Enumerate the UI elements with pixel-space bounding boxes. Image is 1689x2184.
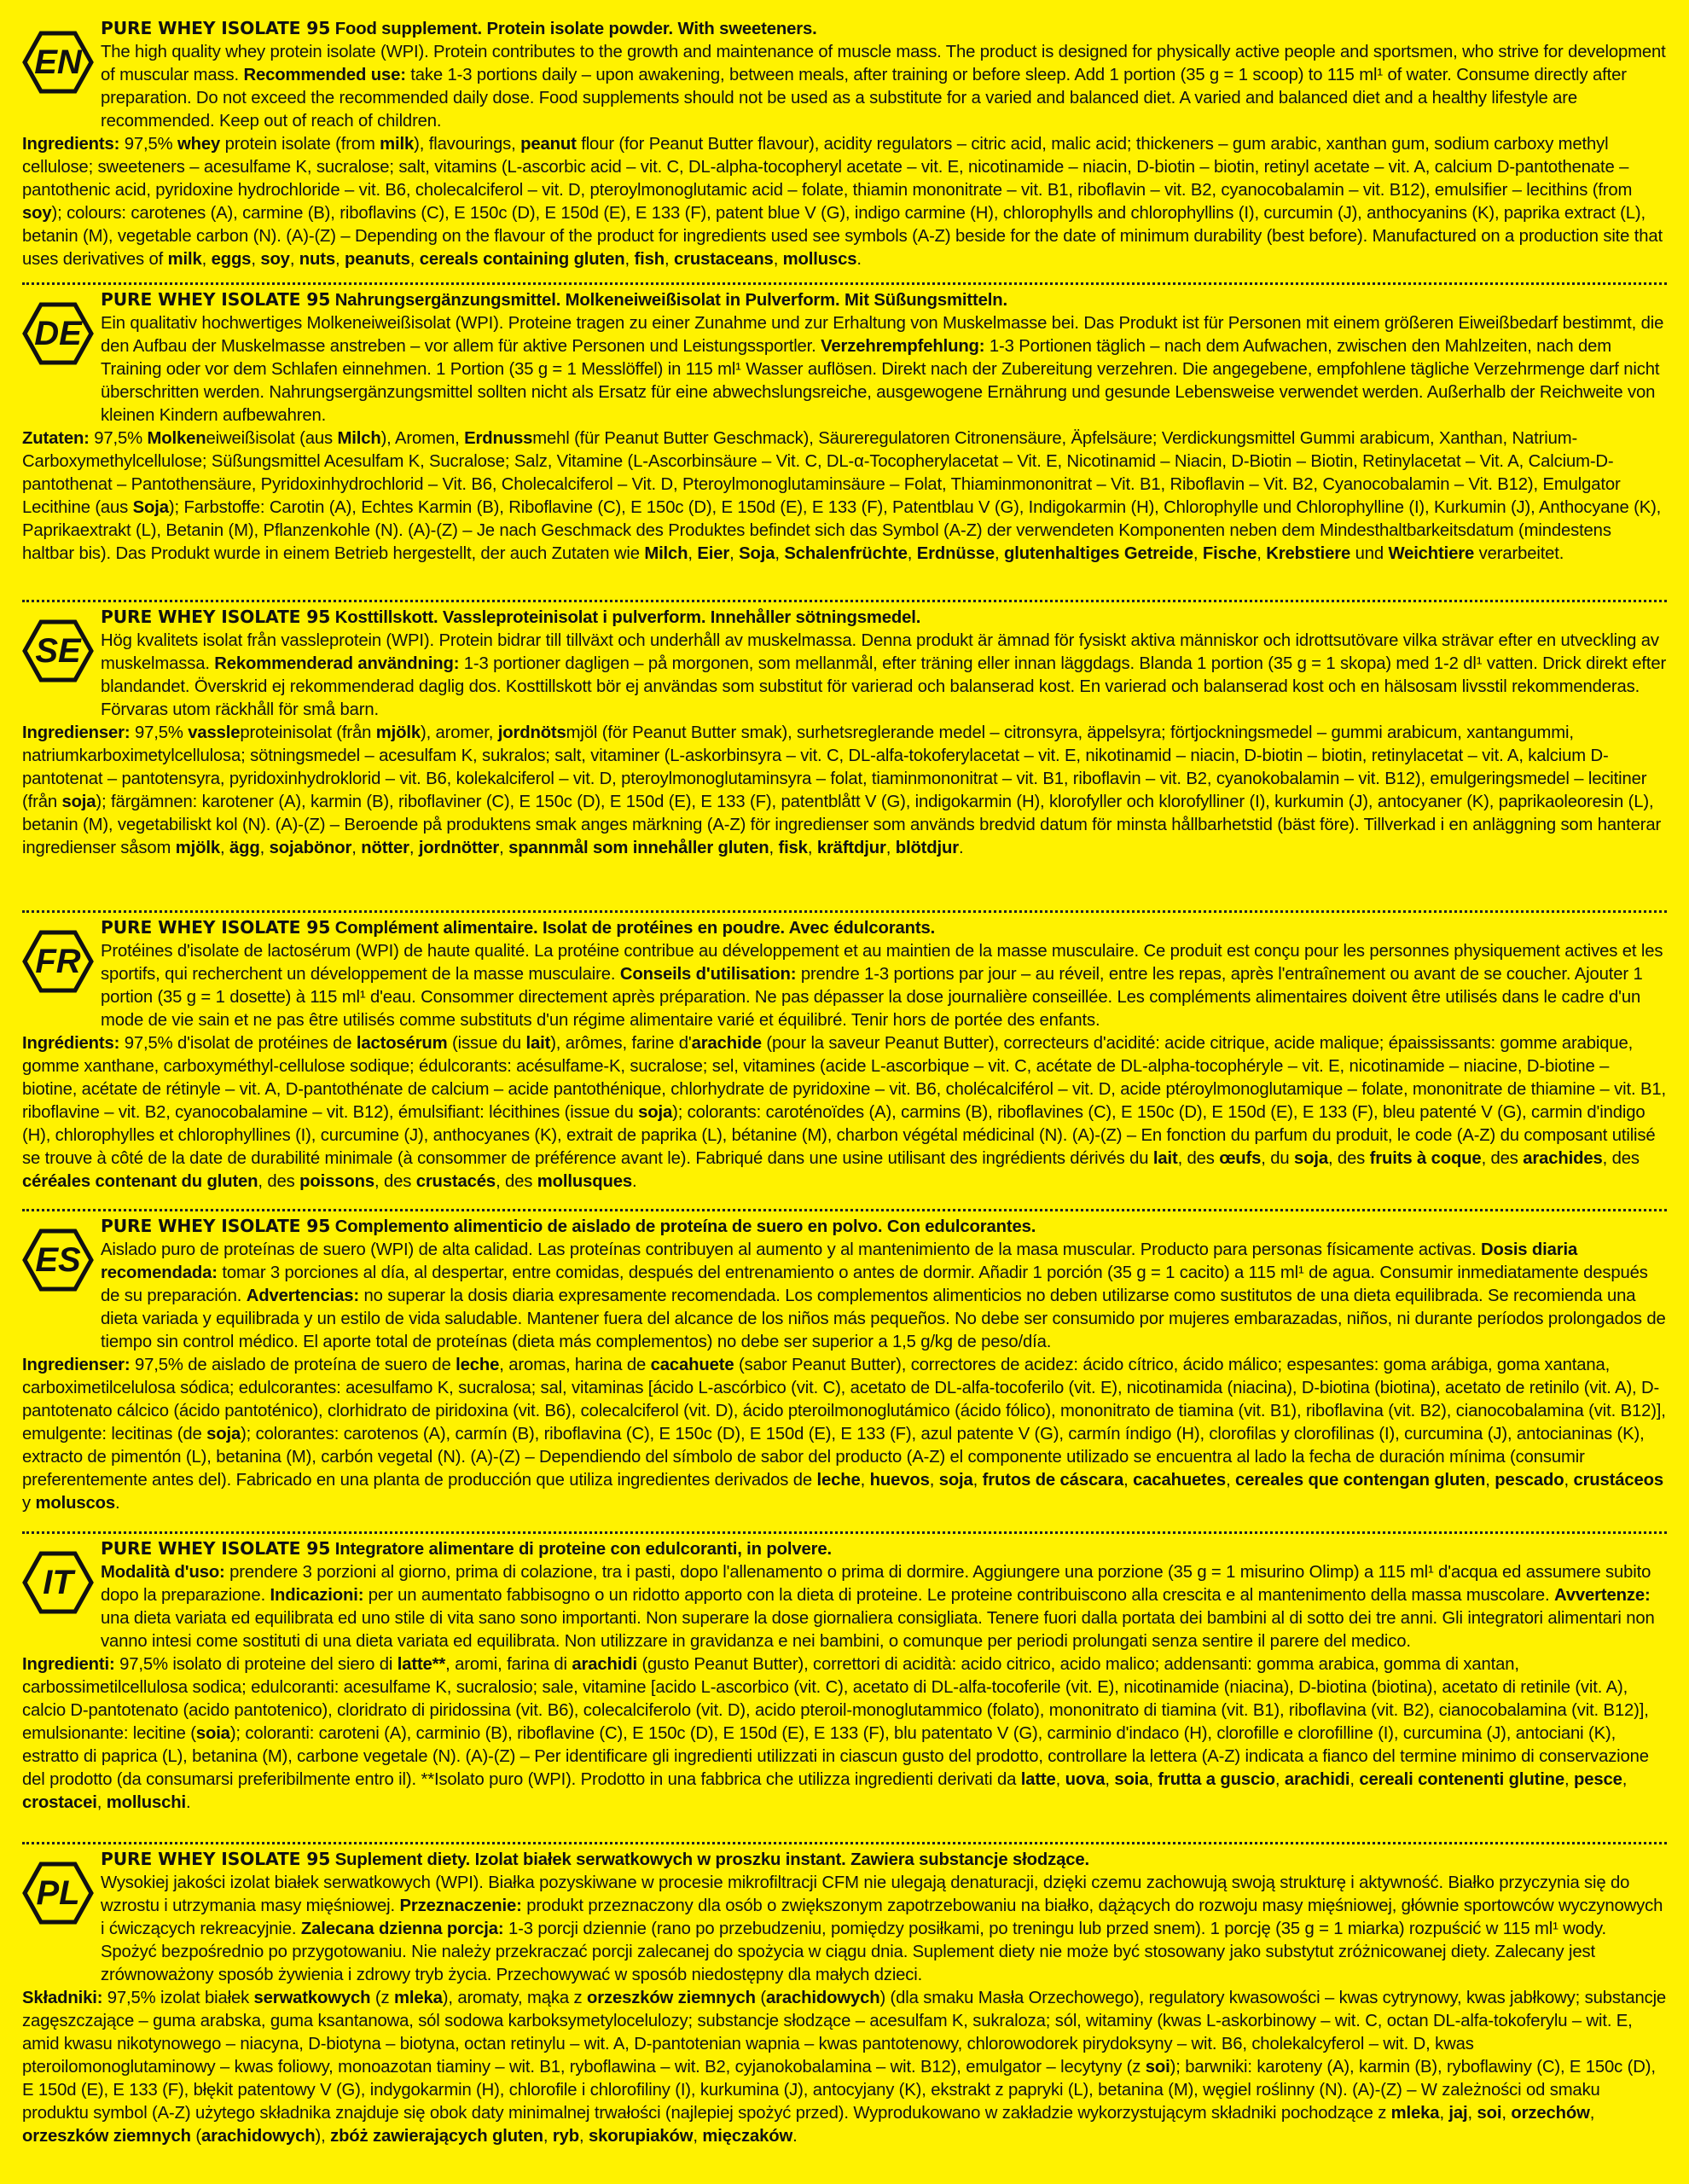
text-run: , bbox=[1349, 1770, 1360, 1789]
bold-text-run: frutos de cáscara bbox=[982, 1471, 1124, 1490]
bold-text-run: mleka bbox=[393, 1989, 443, 2007]
bold-text-run: eggs bbox=[211, 250, 252, 269]
section-ingredients bbox=[22, 1987, 1667, 2148]
text-run: 97,5% de aislado de proteína de suero de bbox=[130, 1356, 456, 1374]
language-code: DE bbox=[34, 315, 82, 352]
text-run: per un aumentato fabbisogno o un ridotto apporto con la dieta di proteine. Le proteine contribuiscono alla crescita e al mantenimento della massa muscolare. bbox=[363, 1586, 1555, 1605]
product-name: PURE WHEY ISOLATE 95 bbox=[101, 1538, 331, 1559]
bold-text-run: œufs bbox=[1219, 1149, 1262, 1168]
text-run: (z bbox=[370, 1989, 394, 2007]
text-run: . bbox=[792, 2127, 798, 2146]
bold-text-run: soia bbox=[1114, 1770, 1149, 1789]
bold-text-run: poissons bbox=[299, 1172, 374, 1191]
text-run: , bbox=[335, 250, 345, 269]
text-run: ( bbox=[755, 1989, 766, 2007]
text-run: , des bbox=[1177, 1149, 1220, 1168]
text-run: , bbox=[729, 544, 740, 563]
text-run: Wysokiej jakości izolat białek serwatkowych (WPI). Białka pozyskiwane w procesie mikrofiltracji CFM nie ulegają denaturacji, dzięki czemu zachowują swoją strukturę i aktywność. Białko przyczynia się do wzrostu i utrzymania masy mięśniowej. bbox=[101, 1873, 1630, 1915]
bold-text-run: Recommended use: bbox=[243, 66, 406, 84]
language-code: FR bbox=[35, 943, 81, 980]
section-it bbox=[22, 1537, 1667, 1838]
bold-text-run: cacahuetes bbox=[1133, 1471, 1227, 1490]
bold-text-run: sojabönor bbox=[269, 839, 352, 857]
bold-text-run: peanut bbox=[520, 135, 577, 154]
section-de bbox=[22, 288, 1667, 595]
section-description bbox=[22, 1872, 1667, 1987]
bold-text-run: huevos bbox=[869, 1471, 930, 1490]
product-name: PURE WHEY ISOLATE 95 bbox=[101, 289, 331, 310]
text-run: verarbeitet. bbox=[1474, 544, 1564, 563]
bold-text-run: Molken bbox=[147, 429, 206, 448]
text-run: 1-3 portioner dagligen – på morgonen, som mellanmål, efter träning eller innan läggdags. Blanda 1 portion (35 g = 1 skopa) med 1-2 dl¹ vatten. Drick direkt efter blandandet. Överskrid ej rekommenderad daglig dos. Kosttillskott bör ej användas som substitut för varierad och balanserad kost. En varierad och balanserad kost och en hälsosam livsstil rekommenderas. Förvaras utom räckhåll för små barn. bbox=[101, 654, 1667, 719]
bold-text-run: Soja bbox=[739, 544, 775, 563]
section-title bbox=[22, 1848, 1667, 1872]
text-run: , bbox=[860, 1471, 870, 1490]
bold-text-run: arachidowych bbox=[766, 1989, 880, 2007]
text-run: ), flavourings, bbox=[414, 135, 521, 154]
bold-text-run: latte** bbox=[397, 1655, 446, 1674]
bold-text-run: mjölk bbox=[175, 839, 221, 857]
text-run: 1-3 porcji dziennie (rano po przebudzeniu, pomiędzy posiłkami, po treningu lub przed snem). 1 porcję (35 g = 1 miarka) rozpuścić w 115 ml¹ wody. Spożyć bezpośrednio po przygotowaniu. Nie należy przekraczać porcji zalecanej do spożycia w ciągu dnia. Suplement diety nie może być stosowany jako substytut zróżnicowanej diety. Zalecany jest zrównoważony sposób żywienia i zdrowy tryb życia. Przechowywać w sposób niedostępny dla małych dzieci. bbox=[101, 1920, 1606, 1984]
text-run: take 1-3 portions daily – upon awakening, between meals, after training or before sleep. Add 1 portion (35 g = 1 scoop) to 115 ml¹ of water. Consume directly after preparation. Do not exceed the recommended daily dose. Food supplements should not be used as a substitute for a varied and balanced diet. A varied and balanced diet and a healthy lifestyle are recommended. Keep out of reach of children. bbox=[101, 66, 1627, 131]
bold-text-run: pescado bbox=[1495, 1471, 1564, 1490]
bold-text-run: Advertencias: bbox=[246, 1287, 359, 1305]
text-run: , bbox=[201, 250, 212, 269]
text-run: prendere 3 porzioni al giorno, prima di colazione, tra i pasti, dopo l'allenamento o prima di dormire. Aggiungere una porzione (35 g = 1 misurino Olimp) a 115 ml¹ d'acqua ed assumere subito dopo la preparazione. bbox=[101, 1563, 1651, 1605]
text-run: , bbox=[1123, 1471, 1134, 1490]
section-ingredients bbox=[22, 722, 1667, 860]
text-run: , bbox=[994, 544, 1004, 563]
bold-text-run: Indicazioni: bbox=[270, 1586, 364, 1605]
language-code: ES bbox=[35, 1241, 81, 1279]
text-run: produkt przeznaczony dla osób o zwiększonym zapotrzebowaniu na białko, dążących do rozwoju masy mięśniowej, głównie sportowców wyczynowych i ćwiczących rekreacyjnie. bbox=[101, 1896, 1663, 1938]
text-run: , bbox=[664, 250, 674, 269]
bold-text-run: soy bbox=[22, 204, 52, 223]
text-run: , bbox=[624, 250, 635, 269]
bold-text-run: soi bbox=[1477, 2104, 1502, 2123]
text-run: , aromi, farina di bbox=[445, 1655, 572, 1674]
bold-text-run: nuts bbox=[299, 250, 336, 269]
title-rest: Complemento alimenticio de aislado de proteína de suero en polvo. Con edulcorantes. bbox=[334, 1217, 1036, 1236]
text-run: mehl (für Peanut Butter Geschmack), Säureregulatoren Citronensäure, Äpfelsäure; Verdickungsmittel Gummi arabicum, Xanthan, Natrium-Carboxymethylcellulose; Süßungsmittel Acesulfam K, Sucralose; Salz, Vitamine (L-Ascorbinsäure – Vit. C, DL-α-Tocopherylacetat – Vit. E, Nicotinamid – Niacin, D-Biotin – Biotin, Retinylacetat – Vit. A, Calcium-D-pantothenat – Pantothensäure, Pyridoxinhydrochlorid – Vit. B6, Cholecalciferol – Vit. D, Pteroylmonoglutaminsäure – Folat, Thiaminmononitrat – Vit. B1, Riboflavin – Vit. B2, Cyanocobalamin – Vit. B12), Emulgator Lecithine (aus bbox=[22, 429, 1621, 517]
bold-text-run: latte bbox=[1020, 1770, 1056, 1789]
text-run: proteinisolat (från bbox=[240, 723, 376, 742]
text-run: , des bbox=[496, 1172, 537, 1191]
text-run: Aislado puro de proteínas de suero (WPI) de alta calidad. Las proteínas contribuyen al aumento y al mantenimiento de la masa muscular. Producto para personas físicamente activas. bbox=[101, 1240, 1481, 1259]
bold-text-run: Fische bbox=[1202, 544, 1257, 563]
bold-text-run: Soja bbox=[132, 498, 169, 517]
bold-text-run: leche bbox=[456, 1356, 500, 1374]
text-run: ); colours: carotenes (A), carmine (B), riboflavins (C), E 150c (D), E 150d (E), E 133 (F), patent blue V (G), indigo carmine (H), chlorophylls and chlorophyllins (I), curcumin (J), anthocyanins (K), paprika extract (L), betanin (M), vegetable carbon (N). (A)-(Z) – Depending on the flavour of the product for ingredients used see symbols (A-Z) beside for the date of minimum durability (best before). Manufactured on a production site that uses derivatives of bbox=[22, 204, 1663, 269]
text-run: y bbox=[22, 1494, 36, 1513]
bold-text-run: soy bbox=[260, 250, 290, 269]
language-code: IT bbox=[43, 1564, 73, 1601]
section-title bbox=[22, 1537, 1667, 1561]
bold-text-run: Modalità d'uso: bbox=[101, 1563, 225, 1582]
section-description bbox=[22, 630, 1667, 722]
bold-text-run: spannmål som innehåller gluten bbox=[508, 839, 769, 857]
language-code: SE bbox=[35, 632, 81, 670]
product-name: PURE WHEY ISOLATE 95 bbox=[101, 1849, 331, 1869]
text-run: . bbox=[856, 250, 862, 269]
bold-text-run: Zalecana dzienna porcja: bbox=[300, 1920, 504, 1938]
bold-text-run: Ingredienser: bbox=[22, 1356, 131, 1374]
text-run: , du bbox=[1261, 1149, 1294, 1168]
language-badge bbox=[22, 31, 94, 94]
bold-text-run: mleka bbox=[1390, 2104, 1440, 2123]
text-run: , bbox=[220, 839, 229, 857]
text-run: , bbox=[769, 839, 779, 857]
language-code: EN bbox=[34, 44, 82, 81]
language-badge bbox=[22, 1862, 94, 1925]
bold-text-run: Milch bbox=[644, 544, 688, 563]
text-run: 97,5% isolato di proteine del siero di bbox=[114, 1655, 398, 1674]
text-run: , bbox=[351, 839, 362, 857]
section-ingredients bbox=[22, 133, 1667, 271]
text-run: prendre 1-3 portions par jour – au réveil, entre les repas, après l'entraînement ou avant de se coucher. Ajouter 1 portion (35 g = 1 dosette) à 115 ml¹ d'eau. Consommer directement après préparation. Ne pas dépasser la dose journalière conseillée. Les compléments alimentaires doivent être utilisés dans le cadre d'un mode de vie sain et ne pas être utilisés comme substituts d'un régime alimentaire varié et équilibré. Tenir hors de portée des enfants. bbox=[101, 965, 1643, 1030]
bold-text-run: orzeszków ziemnych bbox=[22, 2127, 191, 2146]
bold-text-run: lait bbox=[1152, 1149, 1178, 1168]
bold-text-run: jaj bbox=[1448, 2104, 1468, 2123]
bold-text-run: Erdnuss bbox=[464, 429, 533, 448]
bold-text-run: serwatkowych bbox=[253, 1989, 371, 2007]
text-run: tomar 3 porciones al día, al despertar, entre comidas, después del entrenamiento o antes de dormir. Añadir 1 porción (35 g = 1 cacito) a 115 ml¹ de agua. Consumir inmediatamente después de su preparación. bbox=[101, 1263, 1648, 1305]
section-title bbox=[22, 1215, 1667, 1239]
text-run: , bbox=[1193, 544, 1203, 563]
text-run: , bbox=[409, 250, 420, 269]
bold-text-run: Milch bbox=[337, 429, 381, 448]
text-run: , aromas, harina de bbox=[499, 1356, 651, 1374]
bold-text-run: blötdjur bbox=[895, 839, 959, 857]
text-run: , bbox=[1564, 1471, 1574, 1490]
language-badge bbox=[22, 302, 94, 365]
text-run: , bbox=[693, 2127, 703, 2146]
product-name: PURE WHEY ISOLATE 95 bbox=[101, 607, 331, 627]
section-ingredients bbox=[22, 1354, 1667, 1515]
text-run: Hög kvalitets isolat från vassleprotein (WPI). Protein bidrar till tillväxt och underhåll av muskelmassa. Denna produkt är ämnad för fysiskt aktiva människor och idrottsutövare vilka strävar efter en utveckling av muskelmassa. bbox=[101, 631, 1659, 673]
bold-text-run: cereali contenenti glutine bbox=[1359, 1770, 1565, 1789]
bold-text-run: Krebstiere bbox=[1266, 544, 1351, 563]
bold-text-run: lactosérum bbox=[356, 1034, 448, 1053]
bold-text-run: milk bbox=[380, 135, 415, 154]
text-run: , bbox=[1105, 1770, 1115, 1789]
title-rest: Suplement diety. Izolat białek serwatkowych w proszku instant. Zawiera substancje słodzące. bbox=[334, 1850, 1089, 1869]
section-se bbox=[22, 606, 1667, 906]
bold-text-run: nötter bbox=[361, 839, 409, 857]
bold-text-run: leche bbox=[816, 1471, 861, 1490]
text-run: eiweißisolat (aus bbox=[206, 429, 338, 448]
text-run: , bbox=[1257, 544, 1267, 563]
bold-text-run: fish bbox=[634, 250, 665, 269]
bold-text-run: glutenhaltiges Getreide bbox=[1003, 544, 1193, 563]
language-badge bbox=[22, 1228, 94, 1292]
language-badge bbox=[22, 930, 94, 993]
bold-text-run: vassle bbox=[188, 723, 241, 742]
text-run: , bbox=[972, 1471, 983, 1490]
text-run: und bbox=[1350, 544, 1389, 563]
bold-text-run: arachidi bbox=[572, 1655, 637, 1674]
bold-text-run: Ingredients: bbox=[22, 135, 120, 154]
bold-text-run: molluschi bbox=[106, 1793, 187, 1812]
bold-text-run: Eier bbox=[697, 544, 730, 563]
text-run: , bbox=[807, 839, 817, 857]
language-badge bbox=[22, 619, 94, 682]
bold-text-run: zbóż zawierających gluten bbox=[330, 2127, 543, 2146]
text-run: . bbox=[959, 839, 964, 857]
section-description bbox=[22, 1561, 1667, 1653]
bold-text-run: Przeznaczenie: bbox=[399, 1896, 522, 1915]
text-run: (sabor Peanut Butter), correctores de acidez: ácido cítrico, ácido málico; espesantes: goma arábiga, goma xantana, carboximetilcelulosa sódica; edulcorantes: acesulfamo K, sucralosa; sal, vitaminas [ácido L-ascórbico (vit. C), acetato de DL-alfa-tocoferilo (vit. E), nicotinamida (niacina), D-biotina (biotina), acetato de retinilo (vit. A), D-pantotenato cálcico (ácido pantoténico), clorhidrato de piridoxina (vit. B6), colecalciferol (vit. D), ácido pteroilmonoglutámico (ácido fólico), mononitrato de tiamina (vit. B1), riboflavina (vit. B2), cianocobalamina (vit. B12)], emulgente: lecitinas (de bbox=[22, 1356, 1666, 1443]
text-run: ); Farbstoffe: Carotin (A), Echtes Karmin (B), Riboflavine (C), E 150c (D), E 150d (E), E 133 (F), Patentblau V (G), Indigokarmin (H), Chlorophylle und Chlorophylline (I), Kurkumin (J), Anthocyane (K), Paprikaextrakt (L), Betanin (M), Pflanzenkohle (N). (A)-(Z) – Je nach Geschmack des Produktes befindet sich das Symbol (A-Z) der verwendeten Komponenten neben dem Mindesthaltbarkeitsdatum (mindestens haltbar bis). Das Produkt wurde in einem Betrieb hergestellt, der auch Zutaten wie bbox=[22, 498, 1662, 563]
text-run: , bbox=[1274, 1770, 1285, 1789]
bold-text-run: pesce bbox=[1574, 1770, 1622, 1789]
text-run: , des bbox=[1481, 1149, 1524, 1168]
text-run: The high quality whey protein isolate (WPI). Protein contributes to the growth and maintenance of muscle mass. The product is designed for physically active people and sportsmen, who strive for development of muscular mass. bbox=[101, 43, 1666, 84]
text-run: una dieta variata ed equilibrata ed uno stile di vita sano sono importanti. Non superare la dose giornaliera consigliata. Tenere fuori dalla portata dei bambini al di sotto dei tre anni. Gli integratori alimentari non vanno intesi come sostituti di una dieta variata ed equilibrata. Non utilizzare in gravidanza e nei bambini, o comunque per periodi prolungati senza sentire il parere del medico. bbox=[101, 1609, 1655, 1651]
bold-text-run: soi bbox=[1145, 2058, 1170, 2077]
text-run: , bbox=[499, 839, 509, 857]
text-run: ); färgämnen: karotener (A), karmin (B), riboflaviner (C), E 150c (D), E 150d (E), E 133 (F), patentblått V (G), indigokarmin (H), klorofyller och klorofylliner (I), kurkumin (J), antocyaner (K), paprikaoleoresin (L), betanin (M), vegetabiliskt kol (N). (A)-(Z) – Beroende på produktens smak anges märkning (A-Z) för ingredienser som används bredvid datum för minsta hållbarhetstid (bäst före). Tillverkad i en anläggning som hanterar ingredienser såsom bbox=[22, 793, 1662, 857]
language-code: PL bbox=[36, 1874, 80, 1912]
title-rest: Food supplement. Protein isolate powder. With sweeteners. bbox=[334, 20, 817, 38]
bold-text-run: cereales que contengan gluten bbox=[1235, 1471, 1486, 1490]
text-run: ), bbox=[315, 2127, 331, 2146]
bold-text-run: Avvertenze: bbox=[1554, 1586, 1651, 1605]
bold-text-run: peanuts bbox=[345, 250, 410, 269]
text-run: , bbox=[929, 1471, 939, 1490]
text-run: (gusto Peanut Butter), correttori di acidità: acido citrico, acido malico; addensanti: gomma arabica, gomma di xantan, carbossimetilcellulosa sodica; edulcoranti: acesulfame K, sucralosio; sale, vitamine [acido L-ascorbico (vit. C), acetato di DL-alfa-tocoferile (vit. E), nicotinamide (niacina), D-biotina (biotina), acetato di retinile (vit. A), calcio D-pantotenato (acido pantotenico), cloridrato di piridossina (vit. B6), colecalciferolo (vit. D), acido pteroil-monoglutammico (folato), mononitrato di tiamina (vit. B1), riboflavina (vit. B2), cianocobalamina (vit. B12)], emulsionante: lecitine ( bbox=[22, 1655, 1649, 1743]
text-run: 97,5% bbox=[119, 135, 177, 154]
product-name: PURE WHEY ISOLATE 95 bbox=[101, 18, 331, 38]
text-run: , des bbox=[258, 1172, 300, 1191]
text-run: ), aromer, bbox=[420, 723, 498, 742]
text-run: (issue du bbox=[447, 1034, 526, 1053]
text-run: . bbox=[114, 1494, 120, 1513]
text-run: ); colorantes: carotenos (A), carmín (B), riboflavina (C), E 150c (D), E 150d (E), E 133 (F), azul patente V (G), carmín índigo (H), clorofilas y clorofilinas (I), curcumina (J), antocianinas (K), extracto de pimentón (L), betanina (M), carbón vegetal (N). (A)-(Z) – Dependiendo del símbolo de sabor del producto (A-Z) el componente utilizado se encuentra al lado la fecha de duración mínima (consumir preferentemente antes del). Fabricado en una planta de producción que utiliza ingredientes derivados de bbox=[22, 1425, 1645, 1490]
text-run: , bbox=[1439, 2104, 1449, 2123]
section-description bbox=[22, 312, 1667, 427]
bold-text-run: Ingredienti: bbox=[22, 1655, 115, 1674]
bold-text-run: soia bbox=[195, 1724, 230, 1743]
bold-text-run: Ingrédients: bbox=[22, 1034, 120, 1053]
title-rest: Nahrungsergänzungsmittel. Molkeneiweißisolat in Pulverform. Mit Süßungsmitteln. bbox=[334, 291, 1007, 310]
bold-text-run: arachides bbox=[1523, 1149, 1603, 1168]
text-run: ) (dla smaku Masła Orzechowego), regulatory kwasowości – kwas cytrynowy, kwas jabłkowy; substancje zagęszczające – guma arabska, guma ksantanowa, sól sodowa karboksymetylocelulozy; substancje słodzące – acesulfam K, sukraloza; sól, witaminy (kwas L-askorbinowy – wit. C, octan DL-alfa-tokoferylu – wit. E, amid kwasu nikotynowego – niacyna, D-biotyna – biotyna, octan retinylu – wit. A, D-pantotenian wapnia – kwas pantotenowy, chlorowodorek pirydoksyny – wit. B6, cholekalcyferol – wit. D, kwas pteroilomonoglutaminowy – kwas foliowy, monoazotan tiaminy – wit. B1, ryboflawina – wit. B2, cyjanokobalamina – wit. B12), emulgator – lecytyny (z bbox=[22, 1989, 1667, 2077]
text-run: , bbox=[1467, 2104, 1477, 2123]
text-run: , bbox=[96, 1793, 107, 1812]
bold-text-run: ryb bbox=[552, 2127, 580, 2146]
text-run: Protéines d'isolate de lactosérum (WPI) de haute qualité. La protéine contribue au développement et au maintien de la masse musculaire. Ce produit est conçu pour les personnes physiquement actives et les sportifs, qui recherchent un développement de la masse musculaire. bbox=[101, 942, 1663, 984]
section-description bbox=[22, 1239, 1667, 1354]
bold-text-run: mollusques bbox=[537, 1172, 632, 1191]
text-run: 97,5% izolat białek bbox=[102, 1989, 254, 2007]
text-run: , des bbox=[374, 1172, 416, 1191]
text-run: , bbox=[885, 839, 896, 857]
bold-text-run: lait bbox=[525, 1034, 551, 1053]
text-run: ); coloranti: caroteni (A), carminio (B), riboflavine (C), E 150c (D), E 150d (E), E 133 (F), blu patentato V (G), carminio d'indaco (H), clorofille e clorofilline (I), curcumina (J), antociani (K), estratto di paprica (L), betanina (M), carbone vegetale (N). (A)-(Z) – Per identificare gli ingredienti utilizzati in ciascun gusto del prodotto, controllare la lettera (A-Z) indicata a fianco del termine minimo di conservazione del prodotto (da consumarsi preferibilmente entro il). **Isolato puro (WPI). Prodotto in una fabbrica che utilizza ingredienti derivati da bbox=[22, 1724, 1649, 1789]
title-rest: Integratore alimentare di proteine con edulcoranti, in polvere. bbox=[334, 1540, 832, 1559]
title-rest: Kosttillskott. Vassleproteinisolat i pulverform. Innehåller sötningsmedel. bbox=[334, 608, 921, 627]
text-run: ); barwniki: karoteny (A), karmin (B), ryboflawiny (C), E 150c (D), E 150d (E), E 133 (F), błękit patentowy V (G), indygokarmin (H), chlorofile i chlorofiliny (I), kurkumina (J), antocyjany (K), ekstrakt z papryki (L), betanina (M), węgiel roślinny (N). (A)-(Z) – W zależności od smaku produktu symbol (A-Z) użytego składnika znajduje się obok daty minimalnej trwałości (najlepiej spożyć przed). Wyprodukowano w zakładzie wykorzystującym składniki pochodzące z bbox=[22, 2058, 1656, 2123]
product-name: PURE WHEY ISOLATE 95 bbox=[101, 917, 331, 938]
bold-text-run: céréales contenant du gluten bbox=[22, 1172, 258, 1191]
bold-text-run: crustacés bbox=[415, 1172, 496, 1191]
bold-text-run: jordnöts bbox=[497, 723, 566, 742]
section-ingredients bbox=[22, 427, 1667, 566]
bold-text-run: soja bbox=[61, 793, 96, 811]
bold-text-run: kräftdjur bbox=[816, 839, 886, 857]
bold-text-run: cereals containing gluten bbox=[419, 250, 625, 269]
bold-text-run: Weichtiere bbox=[1388, 544, 1475, 563]
bold-text-run: Dosis diaria recomendada: bbox=[101, 1240, 1578, 1282]
bold-text-run: uova bbox=[1065, 1770, 1106, 1789]
bold-text-run: orzeszków ziemnych bbox=[586, 1989, 756, 2007]
text-run: . bbox=[186, 1793, 191, 1812]
text-run: (pour la saveur Peanut Butter), correcteurs d'acidité: acide citrique, acide malique; épaississants: gomme arabique, gomme xanthane, carboxyméthyl-cellulose sodique; édulcorants: acésulfame-K, sucralose; sel, vitamines (acide L-ascorbique – vit. C, acétate de DL-alpha-tocophéryle – vit. E, nicotinamide – niacine, D-biotine – biotine, acétate de rétinyle – vit. A, D-pantothénate de calcium – acide pantothénique, chlorhydrate de pyridoxine – vit. B6, cholécalciférol – vit. D, acide ptéroylmonoglutamique – folate, mononitrate de thiamine – vit. B1, riboflavine – vit. B2, cyanocobalamine – vit. B12), émulsifiant: lécithines (issue du bbox=[22, 1034, 1666, 1122]
text-run: 97,5% bbox=[89, 429, 148, 448]
bold-text-run: crostacei bbox=[22, 1793, 97, 1812]
text-run: , bbox=[579, 2127, 589, 2146]
text-run: , bbox=[1501, 2104, 1512, 2123]
section-fr bbox=[22, 916, 1667, 1205]
bold-text-run: Schalenfrüchte bbox=[784, 544, 908, 563]
bold-text-run: soja bbox=[206, 1425, 241, 1443]
text-run: no superar la dosis diaria expresamente recomendada. Los complementos alimenticios no deben utilizarse como sustitutos de una dieta equilibrada. Se recomienda una dieta variada y equilibrada y un estilo de vida saludable. Mantener fuera del alcance de los niños más pequeños. No debe ser consumido por mujeres embarazadas, niños, ni durante períodos prolongados de tiempo sin control médico. El aporte total de proteínas (dieta más complementos) no debe ser superior a 1,5 g/kg de peso/día. bbox=[101, 1287, 1666, 1351]
bold-text-run: crustaceans bbox=[673, 250, 774, 269]
section-title bbox=[22, 17, 1667, 41]
bold-text-run: fisk bbox=[778, 839, 808, 857]
text-run: , bbox=[543, 2127, 553, 2146]
text-run: , bbox=[1622, 1770, 1628, 1789]
bold-text-run: crustáceos bbox=[1573, 1471, 1664, 1490]
text-run: , bbox=[1564, 1770, 1575, 1789]
text-run: , bbox=[1055, 1770, 1065, 1789]
bold-text-run: Verzehrempfehlung: bbox=[821, 337, 985, 356]
bold-text-run: frutta a guscio bbox=[1158, 1770, 1275, 1789]
text-run: ), arômes, farine d' bbox=[550, 1034, 692, 1053]
bold-text-run: skorupiaków bbox=[589, 2127, 694, 2146]
bold-text-run: whey bbox=[177, 135, 221, 154]
section-title bbox=[22, 916, 1667, 940]
text-run: , des bbox=[1327, 1149, 1370, 1168]
text-run: Ein qualitativ hochwertiges Molkeneiweißisolat (WPI). Proteine tragen zu einer Zunahme und zur Erhaltung von Muskelmasse bei. Das Produkt ist für Personen mit einem größeren Eiweißbedarf bestimmt, die den Aufbau der Muskelmasse anstreben – vor allem für aktive Personen und Leistungssportler. bbox=[101, 314, 1664, 356]
bold-text-run: milk bbox=[167, 250, 202, 269]
text-run: , des bbox=[1602, 1149, 1640, 1168]
section-en bbox=[22, 17, 1667, 278]
bold-text-run: fruits à coque bbox=[1369, 1149, 1482, 1168]
text-run: , bbox=[1485, 1471, 1495, 1490]
text-run: , bbox=[409, 839, 419, 857]
bold-text-run: moluscos bbox=[35, 1494, 115, 1513]
product-name: PURE WHEY ISOLATE 95 bbox=[101, 1216, 331, 1236]
text-run: , bbox=[1226, 1471, 1236, 1490]
text-run: , bbox=[259, 839, 270, 857]
text-run: , bbox=[907, 544, 917, 563]
bold-text-run: arachidi bbox=[1284, 1770, 1350, 1789]
language-badge bbox=[22, 1551, 94, 1614]
text-run: ), Aromen, bbox=[380, 429, 465, 448]
bold-text-run: Składniki: bbox=[22, 1989, 103, 2007]
bold-text-run: ägg bbox=[229, 839, 260, 857]
bold-text-run: Rekommenderad användning: bbox=[214, 654, 460, 673]
section-title bbox=[22, 288, 1667, 312]
section-ingredients bbox=[22, 1653, 1667, 1815]
section-pl bbox=[22, 1848, 1667, 2172]
text-run: . bbox=[631, 1172, 637, 1191]
section-es bbox=[22, 1215, 1667, 1527]
text-run: , bbox=[1589, 2104, 1595, 2123]
bold-text-run: cacahuete bbox=[650, 1356, 734, 1374]
bold-text-run: orzechów bbox=[1511, 2104, 1590, 2123]
bold-text-run: Erdnüsse bbox=[916, 544, 995, 563]
text-run: , bbox=[1148, 1770, 1158, 1789]
bold-text-run: soja bbox=[938, 1471, 973, 1490]
text-run: ); colorants: caroténoïdes (A), carmins (B), riboflavines (C), E 150c (D), E 150d (E), E 133 (F), bleu patenté V (G), carmin d'indigo (H), chlorophylles et chlorophyllines (I), curcumine (J), anthocyanes (K), extrait de paprika (L), bétanine (M), charbon végétal médicinal (N). (A)-(Z) – En fonction du parfum du produit, le code (A-Z) du composant utilisé se trouve à côté de la date de durabilité minimale (à consommer de préférence avant le). Fabriqué dans une usine utilisant des ingrédients dérivés du bbox=[22, 1103, 1656, 1168]
title-rest: Complément alimentaire. Isolat de protéines en poudre. Avec édulcorants. bbox=[334, 919, 936, 938]
section-title bbox=[22, 606, 1667, 630]
text-run: ( bbox=[190, 2127, 202, 2146]
bold-text-run: molluscs bbox=[782, 250, 857, 269]
text-run: 97,5% bbox=[130, 723, 189, 742]
text-run: mjöl (för Peanut Butter smak), surhetsreglerande medel – citronsyra, äppelsyra; förtjockningsmedel – gummi arabicum, xantangummi, natriumkarboximetylcellulosa; sötningsmedel – acesulfam K, sukralos; salt, vitaminer (L-askorbinsyra – vit. C, DL-alfa-tokoferylacetat – vit. E, nikotinamid – niacin, D-biotin – biotin, retinylacetat – vit. A, kalcium D-pantotenat – pantotensyra, pyridoxinhydroklorid – vit. B6, kolekalciferol – vit. D, pteroylmonoglutaminsyra – folat, tiaminmononitrat – vit. B1, riboflavin – vit. B2, cyanokobalamin – vit. B12), emulgeringsmedel – lecitiner (från bbox=[22, 723, 1647, 811]
bold-text-run: mięczaków bbox=[702, 2127, 793, 2146]
text-run: , bbox=[773, 250, 783, 269]
bold-text-run: Ingredienser: bbox=[22, 723, 131, 742]
text-run: , bbox=[775, 544, 785, 563]
text-run: flour (for Peanut Butter flavour), acidity regulators – citric acid, malic acid; thickeners – gum arabic, xanthan gum, sodium carboxy methyl cellulose; sweeteners – acesulfame K, sucralose; salt, vitamins (L-ascorbic acid – vit. C, DL-alpha-tocopheryl acetate – vit. E, nicotinamide – niacin, D-biotin – biotin, retinyl acetate – vit. A, calcium D-pantothenate – pantothenic acid, pyridoxine hydrochloride – vit. B6, cholecalciferol – vit. D, pteroylmonoglutamic acid – folate, thiamin mononitrate – vit. B1, riboflavin – vit. B2, cyanocobalamin – vit. B12), emulsifier – lecithins (from bbox=[22, 135, 1633, 200]
bold-text-run: soja bbox=[638, 1103, 673, 1122]
text-run: protein isolate (from bbox=[220, 135, 380, 154]
text-run: , bbox=[688, 544, 698, 563]
text-run: , bbox=[251, 250, 261, 269]
bold-text-run: arachide bbox=[691, 1034, 762, 1053]
bold-text-run: arachidowych bbox=[201, 2127, 316, 2146]
bold-text-run: jordnötter bbox=[418, 839, 500, 857]
section-description bbox=[22, 940, 1667, 1032]
section-description bbox=[22, 41, 1667, 133]
text-run: 97,5% d'isolat de protéines de bbox=[119, 1034, 357, 1053]
text-run: 1-3 Portionen täglich – nach dem Aufwachen, zwischen den Mahlzeiten, nach dem Training oder vor dem Schlafen einnehmen. 1 Portion (35 g = 1 Messlöffel) in 115 ml¹ Wasser auflösen. Direkt nach der Zubereitung verzehren. Die angegebene, empfohlene tägliche Verzehrmenge darf nicht überschritten werden. Nahrungsergänzungsmittel sollten nicht als Ersatz für eine abwechslungsreiche, ausgewogene Ernährung und gesunde Lebensweise verwendet werden. Außerhalb der Reichweite von kleinen Kindern aufbewahren. bbox=[101, 337, 1660, 425]
bold-text-run: Zutaten: bbox=[22, 429, 90, 448]
bold-text-run: Conseils d'utilisation: bbox=[619, 965, 797, 984]
text-run: , bbox=[289, 250, 299, 269]
section-ingredients bbox=[22, 1032, 1667, 1194]
bold-text-run: mjölk bbox=[375, 723, 421, 742]
text-run: ), aromaty, mąka z bbox=[442, 1989, 587, 2007]
bold-text-run: soja bbox=[1293, 1149, 1328, 1168]
